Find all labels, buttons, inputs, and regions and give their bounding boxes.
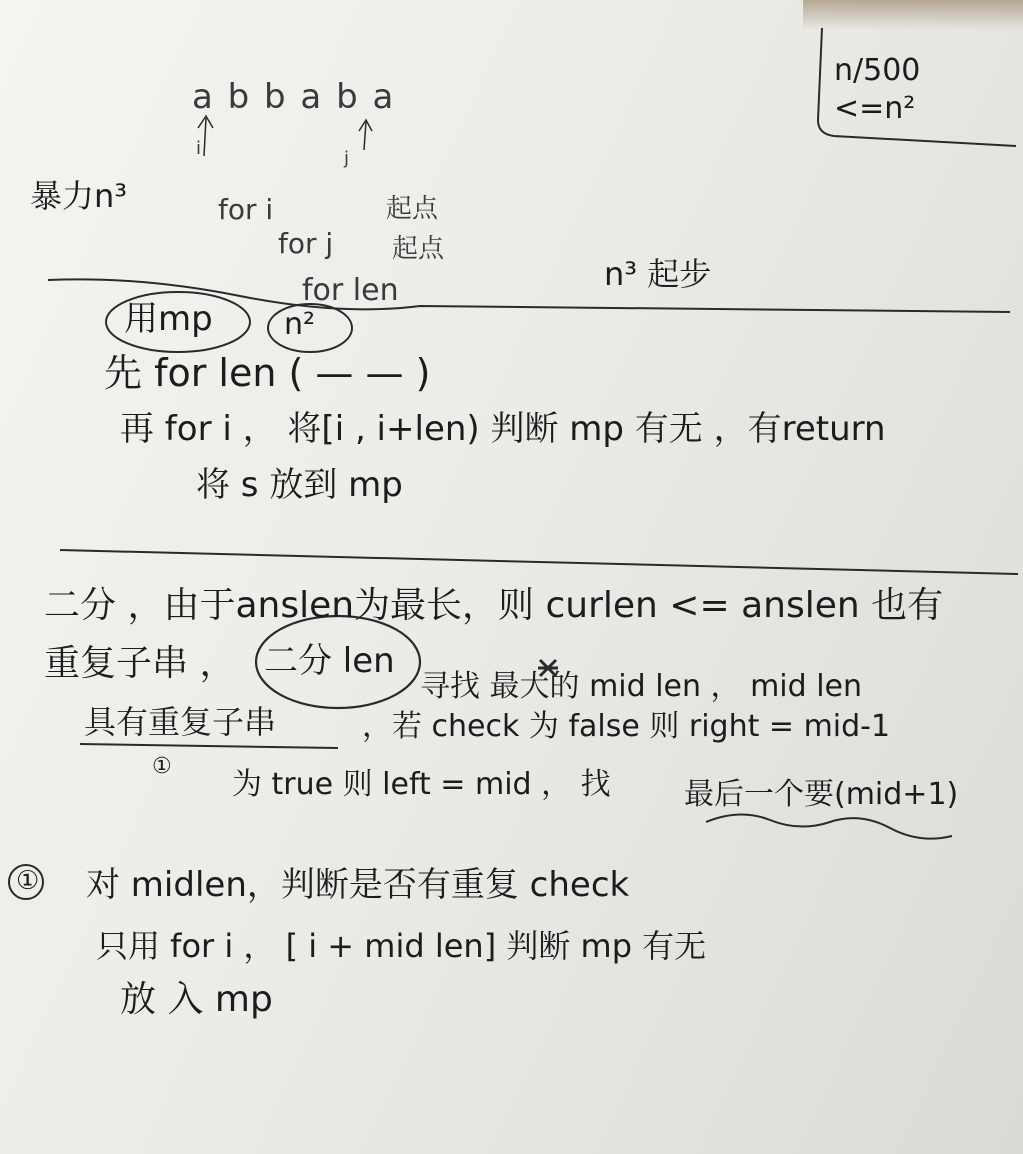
loop-len: for len (302, 273, 399, 308)
check-line1: 对 midlen，判断是否有重复 check (86, 865, 630, 905)
binary-line4-b: 最后一个要(mid+1) (684, 777, 959, 812)
map-step1: 先 for len ( — — ) (104, 351, 431, 395)
binary-line2-circled: 二分 len (264, 641, 395, 681)
brute-force-complexity: n³ 起步 (604, 255, 712, 293)
binary-line3-b: ，若 check 为 false 则 right = mid-1 (362, 709, 891, 744)
binary-line1: 二分 ，由于anslen为最长，则 curlen <= anslen 也有 (44, 585, 944, 626)
map-step2: 再 for i ， 将[i , i+len) 判断 mp 有无 ，有return (120, 409, 886, 449)
binary-line4-a: 为 true 则 left = mid ， 找 (232, 767, 611, 802)
map-complexity-tag: n² (284, 307, 316, 342)
mark-i: i (196, 138, 202, 159)
binary-line2-a: 重复子串 ， (44, 643, 236, 684)
check-line3: 放 入 mp (120, 979, 273, 1020)
map-step3: 将 s 放到 mp (196, 465, 403, 505)
mark-j: j (344, 148, 350, 169)
loop-i-note: 起点 (386, 194, 439, 224)
arrow-j-icon (359, 120, 372, 150)
example-string: a b b a b a (192, 77, 396, 117)
corner-note-line1: n/500 (834, 53, 921, 88)
brute-force-label: 暴力n³ (30, 177, 128, 215)
map-method-tag: 用mp (124, 299, 213, 339)
loop-i: for i (218, 193, 274, 226)
corner-note-line2: <=n² (834, 91, 916, 126)
check-marker: ① (16, 866, 40, 896)
separator-line (60, 550, 1018, 574)
underline (80, 744, 338, 748)
loop-j-note: 起点 (392, 234, 445, 264)
binary-line3-a: 具有重复子串 (84, 703, 277, 741)
wavy-underline (706, 814, 952, 838)
check-line2: 只用 for i ， [ i + mid len] 判断 mp 有无 (96, 927, 707, 965)
footnote-marker: ① (152, 754, 172, 779)
loop-j: for j (278, 227, 334, 260)
binary-line2-b: 寻找 最大的 mid len ， mid len (420, 669, 863, 704)
